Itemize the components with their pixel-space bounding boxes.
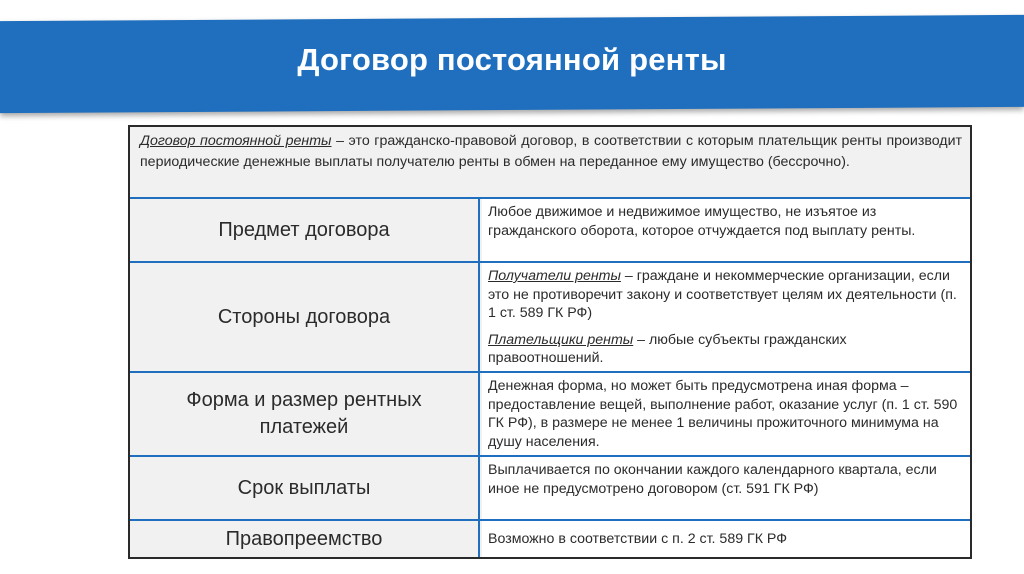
recipients-term: Получатели ренты xyxy=(488,268,621,284)
recipients-paragraph xyxy=(488,267,960,323)
row-value xyxy=(482,263,970,371)
page-title: Договор постоянной ренты xyxy=(297,42,727,77)
row-value: Денежная форма, но может быть предусмотрена иная форма – предоставление вещей, выполнение работ, оказание услуг (п. 1 ст. 590 ГК РФ), в размере не менее 1 величины прожиточного минимума на душу населения. xyxy=(482,373,970,455)
definition-text: – это гражданско-правовой договор, в соответствии с которым плательщик ренты производит периодические денежные выплаты получателю ренты в обмен на переданное ему имущество (бессрочно). xyxy=(140,133,962,170)
payers-term: Плательщики ренты xyxy=(488,331,634,348)
definition-term: Договор постоянной ренты xyxy=(140,133,332,149)
row-label: Форма и размер рентных платежей xyxy=(130,373,480,455)
table-row-form xyxy=(130,373,970,455)
table-row-subject xyxy=(130,199,970,261)
row-value: Выплачивается по окончании каждого календарного квартала, если иное не предусмотрено договором (ст. 591 ГК РФ) xyxy=(482,457,970,519)
table-row-succession xyxy=(130,521,970,557)
rent-contract-table xyxy=(128,125,972,559)
table-row-term xyxy=(130,457,970,519)
row-label: Правопреемство xyxy=(130,521,480,557)
row-label: Стороны договора xyxy=(130,263,480,371)
row-label: Предмет договора xyxy=(130,199,480,261)
definition-cell xyxy=(130,127,970,199)
row-value: Возможно в соответствии с п. 2 ст. 589 ГК РФ xyxy=(482,521,970,557)
payers-text: – любые субъекты гражданских правоотношений. xyxy=(488,331,847,366)
table-row-parties xyxy=(130,263,970,371)
recipients-text: – граждане и некоммерческие организации, если это не противоречит закону и соответствует целям их деятельности (п. 1 ст. 589 ГК РФ) xyxy=(488,268,957,321)
payers-paragraph xyxy=(488,331,960,368)
row-value: Любое движимое и недвижимое имущество, не изъятое из гражданского оборота, которое отчуждается под выплату ренты. xyxy=(482,199,970,261)
row-label: Срок выплаты xyxy=(130,457,480,519)
